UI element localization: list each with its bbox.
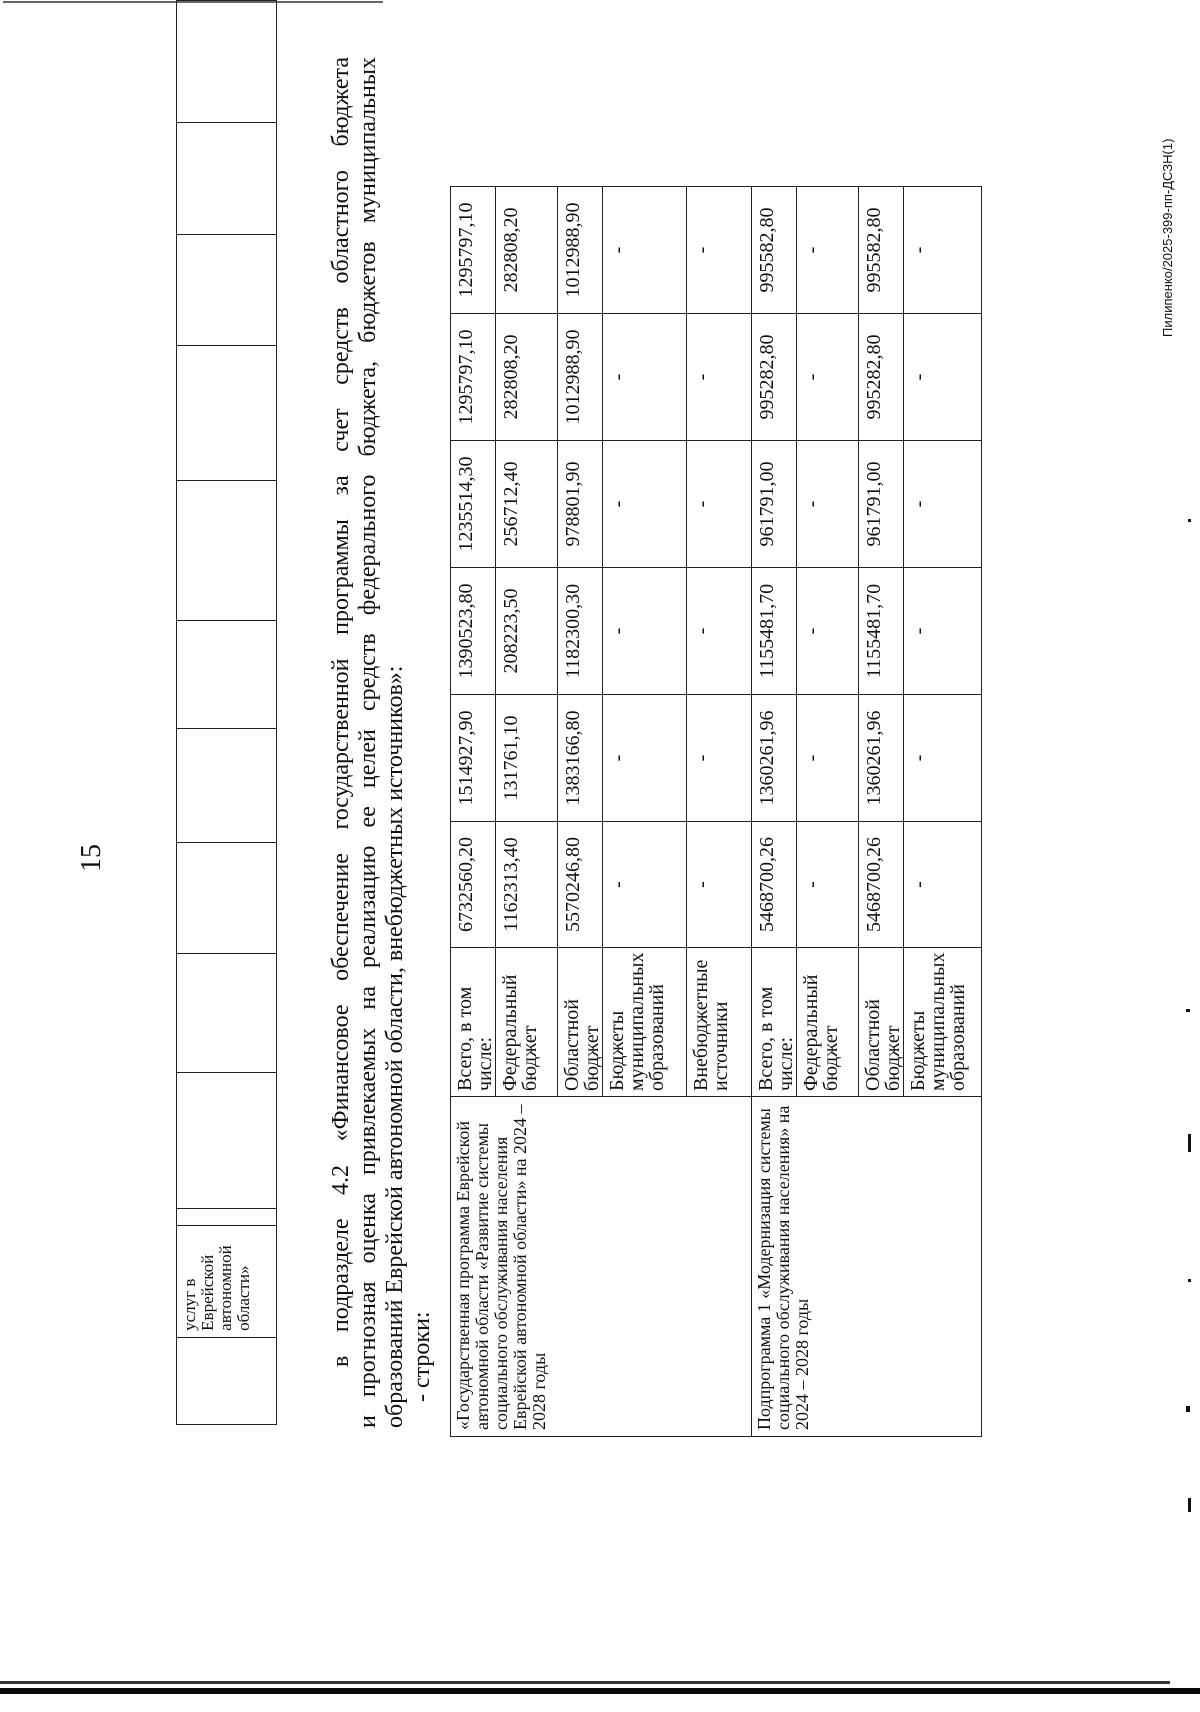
value-cell: 1514927,90: [451, 695, 496, 822]
value-cell: 131761,10: [496, 695, 558, 822]
value-cell: -: [797, 695, 859, 822]
value-cell: -: [603, 441, 687, 568]
top-table-cell: [177, 954, 277, 1072]
value-cell: 1162313,40: [496, 822, 558, 948]
scan-speck: [1188, 1134, 1191, 1152]
value-cell: 961791,00: [752, 441, 797, 568]
source-label: Федеральный бюджет: [496, 948, 558, 1097]
value-cell: -: [904, 441, 982, 568]
top-table-cell: [177, 123, 277, 235]
source-label: Всего, в том числе:: [451, 948, 496, 1097]
top-table-cell: [177, 842, 277, 954]
value-cell: -: [603, 568, 687, 695]
top-continuation-table: [176, 0, 277, 1425]
scan-speck: [1188, 1498, 1191, 1512]
value-cell: 1360261,96: [752, 695, 797, 822]
source-label: Внебюджетные источники: [687, 948, 752, 1097]
value-cell: -: [797, 314, 859, 441]
top-table-cell: [177, 1072, 277, 1208]
source-label: Бюджеты муниципальных образований: [603, 948, 687, 1097]
value-cell: -: [904, 568, 982, 695]
value-cell: 256712,40: [496, 441, 558, 568]
scan-speck: [1186, 1406, 1190, 1412]
value-cell: 1360261,96: [859, 695, 904, 822]
top-table-label: услуг в Еврейской автономной области»: [177, 1226, 277, 1338]
value-cell: -: [797, 822, 859, 948]
value-cell: 1155481,70: [859, 568, 904, 695]
source-label: Бюджеты муниципальных образований: [904, 948, 982, 1097]
scan-edge-left-inner: [0, 1681, 1170, 1684]
paragraph-line-1: в подразделе 4.2 «Финансовое обеспечение государственной программы за счет средств областного бюджета: [328, 57, 354, 1367]
scan-speck: [1188, 519, 1191, 522]
top-table-cell: [177, 729, 277, 842]
value-cell: 1012988,90: [558, 187, 603, 314]
value-cell: 1383166,80: [558, 695, 603, 822]
value-cell: 6732560,20: [451, 822, 496, 948]
top-table-cell: [177, 1208, 277, 1226]
value-cell: -: [797, 187, 859, 314]
value-cell: 208223,50: [496, 568, 558, 695]
value-cell: 1012988,90: [558, 314, 603, 441]
value-cell: -: [603, 314, 687, 441]
top-table-cell: [177, 620, 277, 729]
document-code: Пилипенко/2025-399-пп-ДСЗН(1): [1160, 138, 1175, 337]
value-cell: -: [687, 568, 752, 695]
paragraph-line-3: образований Еврейской автономной области, внебюджетных источников»:: [382, 665, 408, 1428]
financing-table: [450, 186, 982, 1437]
value-cell: 5468700,26: [752, 822, 797, 948]
value-cell: 995282,80: [859, 314, 904, 441]
value-cell: -: [687, 822, 752, 948]
top-table-cell: [177, 1337, 277, 1424]
value-cell: -: [797, 568, 859, 695]
program-name: «Государственная программа Еврейской автономной области «Развитие системы социального обслуживания населения Еврейской автономной области» на 2024 – 2028 годы: [451, 1097, 752, 1437]
scan-speck: [1188, 1279, 1191, 1282]
value-cell: 1295797,10: [451, 187, 496, 314]
value-cell: 1390523,80: [451, 568, 496, 695]
source-label: Всего, в том числе:: [752, 948, 797, 1097]
value-cell: 5468700,26: [859, 822, 904, 948]
scan-speck: [1186, 1009, 1190, 1012]
paragraph-line-4: - строки:: [409, 1311, 435, 1402]
value-cell: 1235514,30: [451, 441, 496, 568]
top-table-cell: [177, 346, 277, 481]
value-cell: 995582,80: [752, 187, 797, 314]
value-cell: 1295797,10: [451, 314, 496, 441]
value-cell: -: [904, 822, 982, 948]
value-cell: -: [904, 187, 982, 314]
value-cell: -: [904, 314, 982, 441]
top-table-cell: [177, 481, 277, 620]
value-cell: 995582,80: [859, 187, 904, 314]
value-cell: -: [904, 695, 982, 822]
paragraph-line-2: и прогнозная оценка привлекаемых на реализацию ее целей средств федерального бюджета, бюджетов муниципальных: [355, 57, 381, 1428]
value-cell: 282808,20: [496, 314, 558, 441]
value-cell: -: [687, 441, 752, 568]
top-table-cell: [177, 235, 277, 346]
source-label: Областной бюджет: [859, 948, 904, 1097]
value-cell: -: [687, 187, 752, 314]
page-number: 15: [76, 844, 107, 872]
value-cell: 978801,90: [558, 441, 603, 568]
source-label: Областной бюджет: [558, 948, 603, 1097]
value-cell: -: [797, 441, 859, 568]
value-cell: 961791,00: [859, 441, 904, 568]
value-cell: -: [603, 695, 687, 822]
value-cell: -: [687, 695, 752, 822]
subprogram-name: Подпрограмма 1 «Модернизация системы социального обслуживания населения» на 2024 – 2028 годы: [752, 1097, 982, 1437]
source-label: Федеральный бюджет: [797, 948, 859, 1097]
value-cell: -: [603, 187, 687, 314]
value-cell: 5570246,80: [558, 822, 603, 948]
value-cell: 282808,20: [496, 187, 558, 314]
value-cell: 1182300,30: [558, 568, 603, 695]
value-cell: -: [603, 822, 687, 948]
value-cell: 995282,80: [752, 314, 797, 441]
value-cell: 1155481,70: [752, 568, 797, 695]
scan-edge-left: [0, 1688, 1200, 1694]
top-table-cell: [177, 1, 277, 123]
value-cell: -: [687, 314, 752, 441]
